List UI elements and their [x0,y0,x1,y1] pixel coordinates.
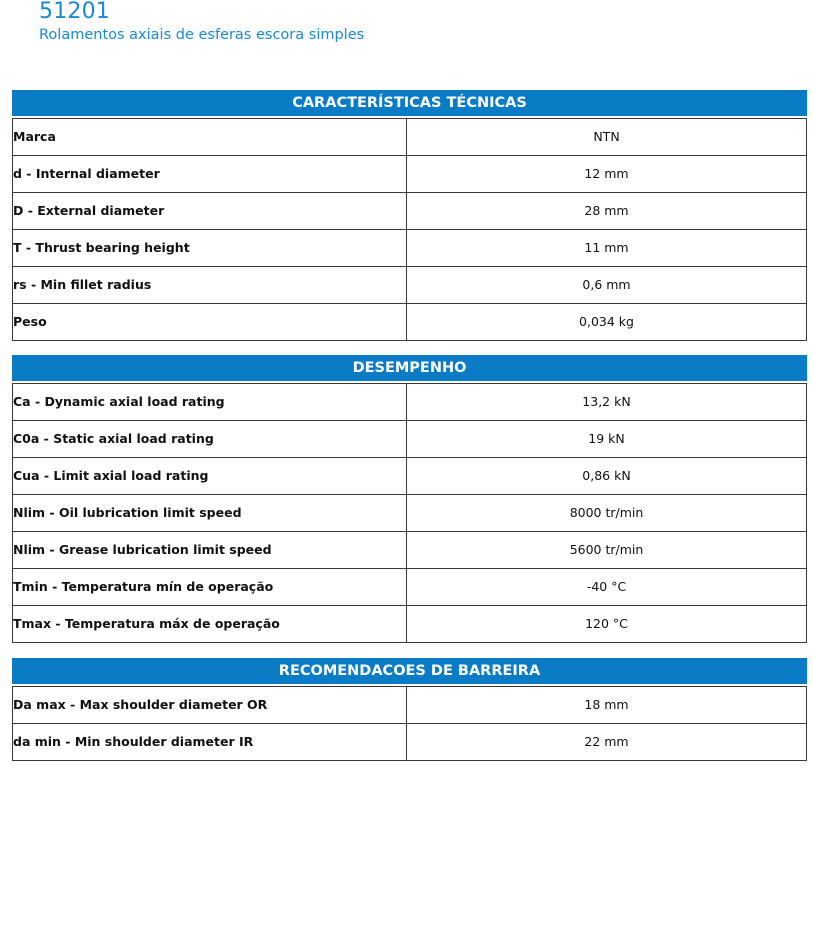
row-value: 5600 tr/min [407,532,807,569]
product-code: 51201 [39,0,110,24]
row-value: 18 mm [407,687,807,724]
row-value: 19 kN [407,421,807,458]
spec-table [12,118,807,341]
row-value: -40 °C [407,569,807,606]
table-row [13,119,807,156]
row-label: D - External diameter [13,193,407,230]
row-label: Tmin - Temperatura mín de operação [13,569,407,606]
row-value: 0,6 mm [407,267,807,304]
table-row [13,193,807,230]
row-value: 13,2 kN [407,384,807,421]
row-value: 28 mm [407,193,807,230]
table-row [13,687,807,724]
table-row [13,384,807,421]
row-label: Nlim - Grease lubrication limit speed [13,532,407,569]
row-label: Peso [13,304,407,341]
row-label: Tmax - Temperatura máx de operação [13,606,407,643]
row-label: Da max - Max shoulder diameter OR [13,687,407,724]
table-row [13,156,807,193]
table-row [13,304,807,341]
section-recomendacoes-de-barreira [12,658,807,761]
product-header [39,0,364,45]
table-row [13,569,807,606]
section-desempenho [12,355,807,643]
table-row [13,532,807,569]
spec-table [12,686,807,761]
table-row [13,606,807,643]
row-label: d - Internal diameter [13,156,407,193]
row-label: rs - Min fillet radius [13,267,407,304]
table-row [13,421,807,458]
table-row [13,724,807,761]
row-value: 11 mm [407,230,807,267]
section-caracteristicas-tecnicas [12,90,807,341]
row-value: 0,86 kN [407,458,807,495]
product-description: Rolamentos axiais de esferas escora simples [39,27,365,43]
row-value: 12 mm [407,156,807,193]
section-title: CARACTERÍSTICAS TÉCNICAS [12,90,807,118]
table-row [13,458,807,495]
table-row [13,495,807,532]
row-label: da min - Min shoulder diameter IR [13,724,407,761]
section-title: RECOMENDACOES DE BARREIRA [12,658,807,686]
row-value: 120 °C [407,606,807,643]
row-label: Nlim - Oil lubrication limit speed [13,495,407,532]
row-value: 0,034 kg [407,304,807,341]
row-value: 22 mm [407,724,807,761]
table-row [13,267,807,304]
row-label: C0a - Static axial load rating [13,421,407,458]
table-row [13,230,807,267]
row-label: Cua - Limit axial load rating [13,458,407,495]
row-label: T - Thrust bearing height [13,230,407,267]
row-label: Marca [13,119,407,156]
row-label: Ca - Dynamic axial load rating [13,384,407,421]
section-title: DESEMPENHO [12,355,807,383]
row-value: 8000 tr/min [407,495,807,532]
spec-table [12,383,807,643]
row-value: NTN [407,119,807,156]
